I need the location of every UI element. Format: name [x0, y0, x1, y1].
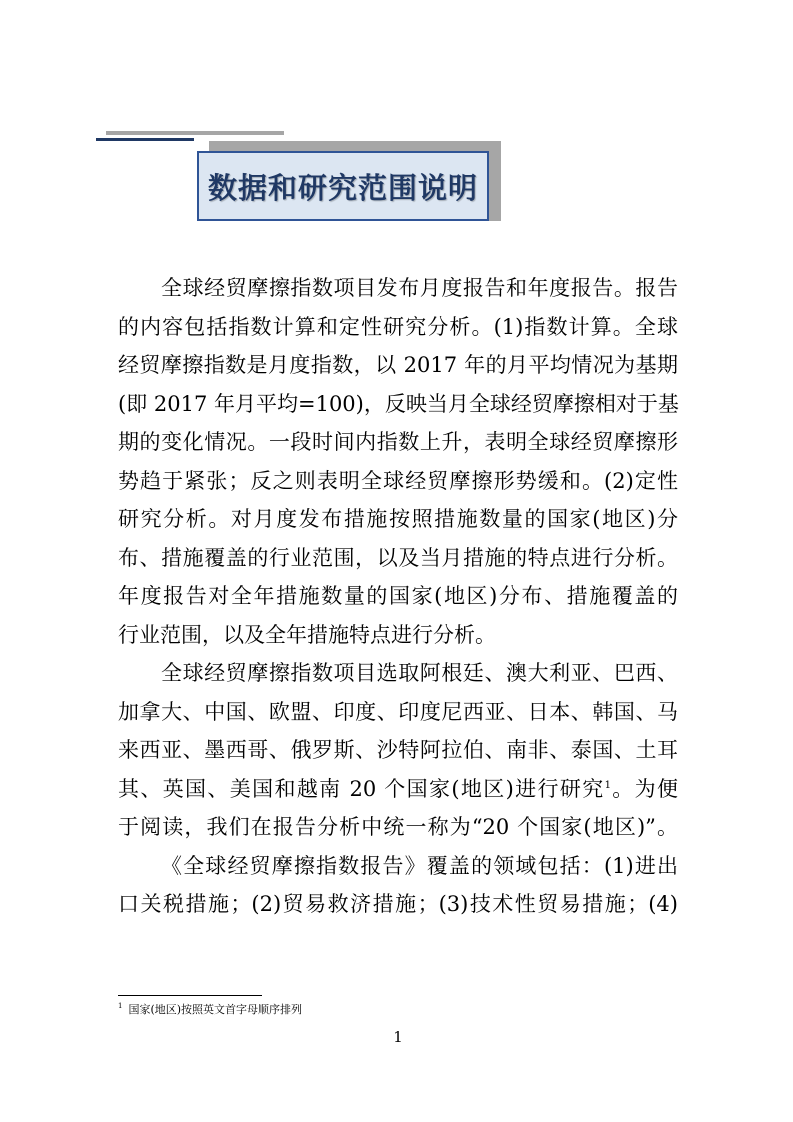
paragraph-line-text: 。为便 [610, 776, 678, 801]
paragraph-line: 期的变化情况。一段时间内指数上升，表明全球经贸摩擦形 [118, 430, 678, 454]
paragraph-line: (即 2017 年月平均=100)，反映当月全球经贸摩擦相对于基 [118, 391, 679, 416]
paragraph-line: 势趋于紧张；反之则表明全球经贸摩擦形势缓和。(2)定性 [118, 468, 678, 493]
page-title: 数据和研究范围说明 [207, 170, 478, 205]
paragraph-line: 加拿大、中国、欧盟、印度、印度尼西亚、日本、韩国、马 [118, 699, 678, 724]
paragraph-line-text: 其、英国、美国和越南 20 个国家(地区)进行研究 [118, 776, 605, 801]
paragraph-line: 年度报告对全年措施数量的国家(地区)分布、措施覆盖的 [118, 584, 678, 608]
footnote-marker: 1 [118, 1002, 123, 1011]
page-number: 1 [393, 1028, 403, 1046]
decorative-navy-line [96, 138, 194, 141]
paragraph-line: 的内容包括指数计算和定性研究分析。(1)指数计算。全球 [118, 314, 678, 339]
paragraph-line [118, 770, 678, 809]
paragraph-line: 《全球经贸摩擦指数报告》覆盖的领域包括：(1)进出 [161, 853, 678, 878]
paragraph-line: 于阅读，我们在报告分析中统一称为“20 个国家(地区)”。 [118, 815, 678, 839]
title-box [197, 151, 489, 221]
paragraph-line: 研究分析。对月度发布措施按照措施数量的国家(地区)分 [118, 507, 678, 531]
paragraph-line: 全球经贸摩擦指数项目发布月度报告和年度报告。报告 [161, 276, 678, 300]
footnote-text: 国家(地区)按照英文首字母顺序排列 [128, 1003, 303, 1016]
decorative-gray-line [106, 131, 284, 135]
footnote [118, 1003, 302, 1017]
footnote-reference[interactable]: 1 [604, 779, 611, 791]
paragraph-line: 行业范围，以及全年措施特点进行分析。 [118, 622, 496, 647]
paragraph-line: 来西亚、墨西哥、俄罗斯、沙特阿拉伯、南非、泰国、土耳 [118, 738, 678, 762]
paragraph-line: 全球经贸摩擦指数项目选取阿根廷、澳大利亚、巴西、 [161, 661, 678, 685]
paragraph-line: 口关税措施；(2)贸易救济措施；(3)技术性贸易措施；(4) [118, 892, 678, 916]
paragraph-line: 布、措施覆盖的行业范围，以及当月措施的特点进行分析。 [118, 545, 678, 570]
paragraph-line: 经贸摩擦指数是月度指数，以 2017 年的月平均情况为基期 [118, 353, 678, 377]
footnote-divider [118, 995, 262, 996]
body-text [118, 269, 678, 924]
